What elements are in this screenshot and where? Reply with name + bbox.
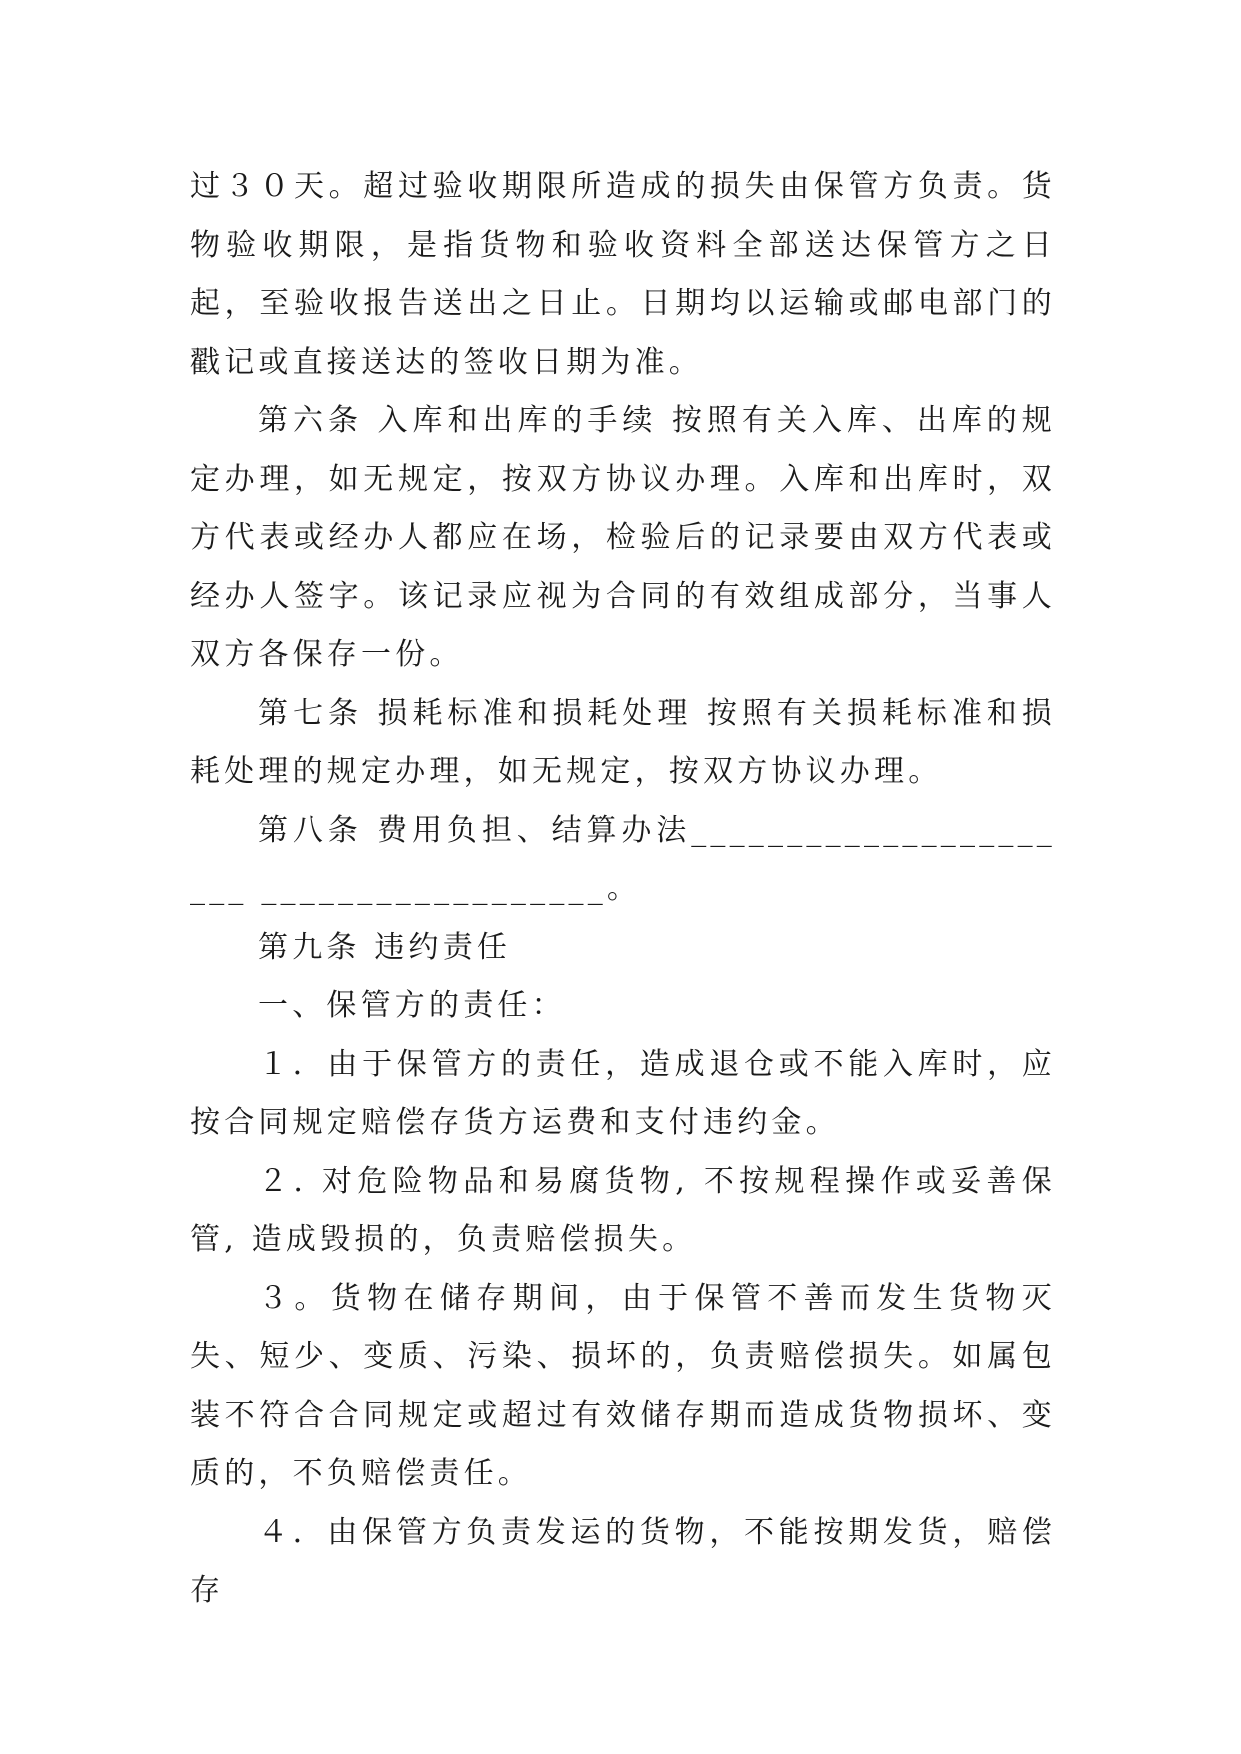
paragraph-item-4: ４．由保管方负责发运的货物，不能按期发货，赔偿存 [190,1514,1056,1608]
paragraph-article-7: 第七条 损耗标准和损耗处理 按照有关损耗标准和损耗处理的规定办理，如无规定，按双方协议办理。 [190,695,1056,789]
paragraph-item-3: ３。货物在储存期间，由于保管不善而发生货物灭失、短少、变质、污染、损坏的，负责赔偿损失。如属包装不符合合同规定或超过有效储存期而造成货物损坏、变质的，不负赔偿责任。 [190,1280,1056,1491]
paragraph-custodian-liability-heading: 一、保管方的责任： [258,988,566,1023]
paragraph-article-6: 第六条 入库和出库的手续 按照有关入库、出库的规定办理，如无规定，按双方协议办理。入库和出库时，双方代表或经办人都应在场，检验后的记录要由双方代表或经办人签字。该记录应视为合同的有效组成部分，当事人双方各保存一份。 [190,403,1056,672]
paragraph-acceptance-period: 过３０天。超过验收期限所造成的损失由保管方负责。货物验收期限，是指货物和验收资料全部送达保管方之日起，至验收报告送出之日止。日期均以运输或邮电部门的戳记或直接送达的签收日期为准。 [190,169,1056,380]
document-body [190,158,1056,1621]
paragraph-article-9-heading: 第九条 违约责任 [258,929,512,965]
paragraph-item-1: １．由于保管方的责任，造成退仓或不能入库时，应按合同规定赔偿存货方运费和支付违约金。 [190,1046,1056,1140]
paragraph-item-2: ２. 对危险物品和易腐货物, 不按规程操作或妥善保管, 造成毁损的，负责赔偿损失。 [190,1163,1056,1257]
paragraph-article-8: 第八条 费用负担、结算办法______________________ __________________。 [190,812,1056,906]
